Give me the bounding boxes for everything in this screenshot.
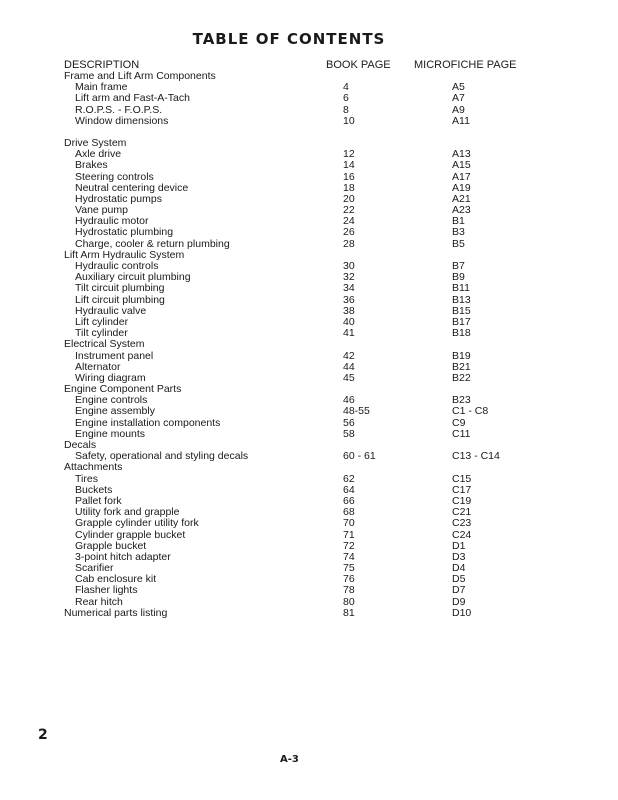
toc-book-page: 24: [343, 215, 355, 228]
toc-description: Lift arm and Fast-A-Tach: [75, 92, 190, 105]
toc-description: Tilt circuit plumbing: [75, 282, 165, 295]
toc-microfiche-page: D3: [452, 550, 466, 563]
toc-entry-row: [0, 351, 618, 362]
toc-description: Pallet fork: [75, 494, 122, 507]
toc-description: Steering controls: [75, 170, 154, 183]
toc-description: Hydraulic motor: [75, 215, 149, 228]
toc-book-page: 20: [343, 192, 355, 205]
toc-microfiche-page: A15: [452, 159, 471, 172]
toc-book-page: 42: [343, 349, 355, 362]
toc-description: Main frame: [75, 81, 128, 94]
toc-book-page: 80: [343, 595, 355, 608]
toc-microfiche-page: B23: [452, 394, 471, 407]
toc-description: Instrument panel: [75, 349, 154, 362]
toc-microfiche-page: B22: [452, 371, 471, 384]
toc-book-page: 76: [343, 573, 355, 586]
toc-description: Engine assembly: [75, 405, 155, 418]
toc-description: Grapple bucket: [75, 539, 147, 552]
toc-description: Auxiliary circuit plumbing: [75, 271, 191, 284]
toc-microfiche-page: A5: [452, 81, 465, 94]
toc-description: Buckets: [75, 483, 113, 496]
toc-microfiche-page: C21: [452, 506, 472, 519]
toc-description: Charge, cooler & return plumbing: [75, 237, 230, 250]
footer-code: A-3: [280, 754, 299, 765]
toc-section-row: [0, 339, 618, 350]
toc-book-page: 38: [343, 304, 355, 317]
toc-description: Engine Component Parts: [64, 383, 182, 396]
toc-description: Window dimensions: [75, 114, 169, 127]
toc-book-page: 4: [343, 81, 349, 94]
toc-book-page: 36: [343, 293, 355, 306]
toc-description: Rear hitch: [75, 595, 123, 608]
toc-book-page: 41: [343, 327, 355, 340]
toc-book-page: 56: [343, 416, 355, 429]
toc-description: Lift circuit plumbing: [75, 293, 165, 306]
toc-book-page: 71: [343, 528, 355, 541]
toc-description: Hydrostatic pumps: [75, 192, 162, 205]
toc-microfiche-page: C13 - C14: [452, 450, 500, 463]
toc-microfiche-page: D1: [452, 539, 466, 552]
toc-description: Attachments: [64, 461, 123, 474]
toc-description: Engine installation components: [75, 416, 221, 429]
toc-entry-row: [0, 518, 618, 529]
toc-description: Vane pump: [75, 204, 128, 217]
toc-microfiche-page: B13: [452, 293, 471, 306]
toc-book-page: 45: [343, 371, 355, 384]
toc-microfiche-page: C23: [452, 517, 472, 530]
toc-book-page: 18: [343, 181, 355, 194]
toc-description: R.O.P.S. - F.O.P.S.: [75, 103, 163, 116]
toc-description: Neutral centering device: [75, 181, 189, 194]
toc-book-page: 12: [343, 148, 355, 161]
page-number: 2: [38, 727, 48, 743]
toc-book-page: 28: [343, 237, 355, 250]
toc-book-page: 34: [343, 282, 355, 295]
toc-description: Numerical parts listing: [64, 606, 168, 619]
toc-microfiche-page: D7: [452, 584, 466, 597]
toc-microfiche-page: A13: [452, 148, 471, 161]
toc-description: Engine mounts: [75, 427, 146, 440]
toc-description: Hydraulic controls: [75, 260, 159, 272]
toc-description: Safety, operational and styling decals: [75, 450, 249, 463]
toc-microfiche-page: C15: [452, 472, 472, 485]
toc-book-page: 22: [343, 204, 355, 217]
toc-entry-row: [0, 283, 618, 294]
toc-entry-row: [0, 116, 618, 127]
toc-description: Tires: [75, 472, 98, 485]
toc-microfiche-page: D10: [452, 606, 472, 619]
toc-description: Utility fork and grapple: [75, 506, 180, 519]
toc-description: Electrical System: [64, 338, 145, 351]
toc-microfiche-page: A21: [452, 192, 471, 205]
toc-section-row: [0, 608, 618, 619]
toc-microfiche-page: A23: [452, 204, 471, 217]
toc-microfiche-page: C11: [452, 427, 471, 440]
toc-book-page: 62: [343, 472, 355, 485]
toc-book-page: 26: [343, 226, 355, 239]
toc-book-page: 68: [343, 506, 355, 519]
toc-microfiche-page: B11: [452, 282, 470, 295]
toc-description: Alternator: [75, 360, 121, 373]
toc-book-page: 70: [343, 517, 355, 530]
toc-book-page: 81: [343, 606, 355, 619]
toc-book-page: 14: [343, 159, 355, 172]
toc-description: Engine controls: [75, 394, 148, 407]
toc-book-page: 10: [343, 114, 355, 127]
toc-section-row: [0, 462, 618, 473]
toc-book-page: 44: [343, 360, 355, 373]
toc-microfiche-page: D5: [452, 573, 466, 586]
toc-book-page: 8: [343, 103, 349, 116]
toc-microfiche-page: A7: [452, 92, 465, 105]
toc-description: Cab enclosure kit: [75, 573, 157, 586]
toc-book-page: 58: [343, 427, 355, 440]
toc-description: Flasher lights: [75, 584, 138, 597]
toc-description: Lift cylinder: [75, 315, 129, 328]
toc-book-page: 66: [343, 494, 355, 507]
toc-book-page: 40: [343, 315, 355, 328]
toc-book-page: 74: [343, 550, 355, 563]
toc-microfiche-page: B15: [452, 304, 471, 317]
toc-description: Frame and Lift Arm Components: [64, 70, 216, 82]
toc-description: Drive System: [64, 136, 127, 149]
toc-microfiche-page: B1: [452, 215, 465, 228]
toc-book-page: 72: [343, 539, 355, 552]
toc-microfiche-page: A9: [452, 103, 465, 116]
toc-microfiche-page: B18: [452, 327, 471, 340]
toc-entry-row: [0, 585, 618, 596]
toc-entry-row: [0, 406, 618, 417]
toc-description: Hydrostatic plumbing: [75, 226, 174, 239]
toc-microfiche-page: B9: [452, 271, 465, 284]
toc-book-page: 64: [343, 483, 355, 496]
table-of-contents-list: [0, 71, 618, 619]
toc-book-page: 32: [343, 271, 355, 284]
toc-book-page: 46: [343, 394, 355, 407]
toc-book-page: 16: [343, 170, 355, 183]
toc-entry-row: [0, 93, 618, 104]
toc-description: Scarifier: [75, 562, 114, 575]
page-title: TABLE OF CONTENTS: [192, 30, 386, 48]
toc-description: Axle drive: [75, 148, 122, 161]
toc-description: Tilt cylinder: [75, 327, 128, 340]
toc-book-page: 60 - 61: [343, 450, 376, 463]
toc-description: Decals: [64, 439, 97, 451]
toc-microfiche-page: B21: [452, 360, 471, 373]
toc-microfiche-page: C9: [452, 416, 466, 429]
toc-microfiche-page: B5: [452, 237, 465, 250]
toc-description: Grapple cylinder utility fork: [75, 517, 199, 530]
description-column-header: DESCRIPTION: [64, 59, 140, 71]
toc-description: Hydraulic valve: [75, 304, 147, 317]
toc-microfiche-page: B3: [452, 226, 465, 239]
toc-entry-row: [0, 530, 618, 541]
toc-book-page: 75: [343, 562, 355, 575]
toc-microfiche-page: C1 - C8: [452, 405, 489, 418]
toc-microfiche-page: B17: [452, 315, 471, 328]
toc-book-page: 48-55: [343, 405, 370, 418]
toc-description: Cylinder grapple bucket: [75, 528, 186, 541]
toc-microfiche-page: A11: [452, 114, 470, 127]
book-page-column-header: BOOK PAGE: [326, 59, 391, 71]
microfiche-page-column-header: MICROFICHE PAGE: [414, 59, 517, 71]
toc-description: Wiring diagram: [75, 371, 146, 384]
toc-entry-row: [0, 172, 618, 183]
toc-microfiche-page: C19: [452, 494, 472, 507]
toc-microfiche-page: B7: [452, 260, 465, 272]
toc-microfiche-page: A17: [452, 170, 471, 183]
toc-microfiche-page: A19: [452, 181, 471, 194]
toc-book-page: 30: [343, 260, 355, 272]
toc-book-page: 6: [343, 92, 349, 105]
toc-description: Brakes: [75, 159, 108, 172]
toc-description: Lift Arm Hydraulic System: [64, 248, 185, 261]
toc-microfiche-page: D4: [452, 562, 466, 575]
toc-microfiche-page: C17: [452, 483, 472, 496]
toc-microfiche-page: C24: [452, 528, 472, 541]
toc-microfiche-page: B19: [452, 349, 471, 362]
toc-description: 3-point hitch adapter: [75, 550, 171, 563]
toc-microfiche-page: D9: [452, 595, 466, 608]
toc-book-page: 78: [343, 584, 355, 597]
toc-entry-row: [0, 160, 618, 171]
toc-entry-row: [0, 227, 618, 238]
